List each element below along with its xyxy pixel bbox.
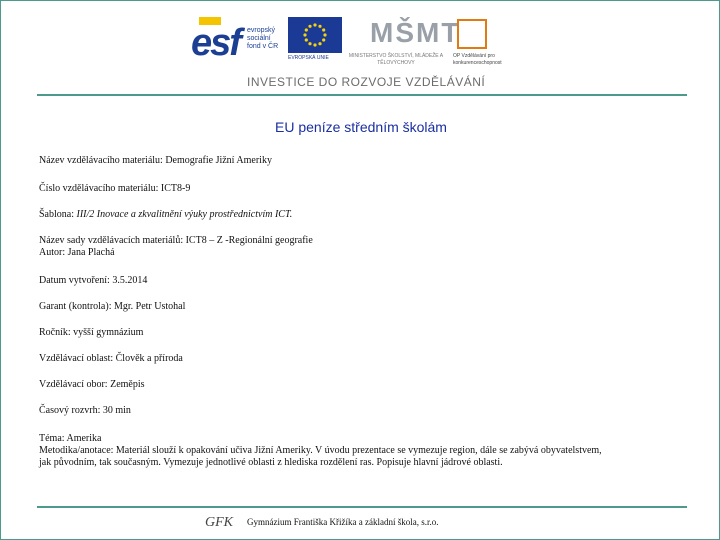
time-schedule: Časový rozvrh: 30 min [39,405,131,416]
guarantor: Garant (kontrola): Mgr. Petr Ustohal [39,301,186,312]
esf-mark: esf [191,22,240,64]
educational-area: Vzdělávací oblast: Člověk a příroda [39,353,183,364]
page-title: EU peníze středním školám [275,119,447,135]
school-logo: GFK [205,515,233,530]
op-logo [453,19,509,69]
esf-caption-line: evropský [247,27,276,34]
school-name: Gymnázium Františka Křižíka a základní škola, s.r.o. [247,517,439,527]
eu-logo [288,17,342,67]
topic: Téma: Amerika [39,433,102,444]
template-line [39,209,292,221]
esf-caption-line: fond v ČR [247,43,279,50]
eu-caption: EVROPSKÁ UNIE [288,55,329,61]
annotation-line: Metodika/anotace: Materiál slouží k opakování učiva Jižní Ameriky. V úvodu prezentace se vymezuje region, dále se zabývá obyvatelstvem, [39,445,602,456]
creation-date: Datum vytvoření: 3.5.2014 [39,275,148,286]
educational-field: Vzdělávací obor: Zeměpis [39,379,145,390]
msmt-caption: MINISTERSTVO ŠKOLSTVÍ, MLÁDEŽE A TĚLOVÝCHOVY [348,53,444,66]
op-logo-icon [457,19,487,49]
header-divider [37,94,687,96]
author: Autor: Jana Plachá [39,247,115,258]
footer-divider [37,506,687,508]
annotation-line: jak původním, tak současným. Vymezuje jednotlivé oblasti z hlediska rozdělení ras. Popisuje hlavní jádrové oblasti. [39,457,503,468]
header-logos [1,9,720,99]
investice-tagline: INVESTICE DO ROZVOJE VZDĚLÁVÁNÍ [247,75,486,89]
msmt-logo [346,17,461,72]
msmt-mark: MŠMT [370,17,461,48]
op-caption: OP Vzdělávání pro konkurenceschopnost [453,53,502,66]
grade: Ročník: vyšší gymnázium [39,327,144,338]
material-name: Název vzdělávacího materiálu: Demografie Jižní Ameriky [39,155,272,166]
set-name: Název sady vzdělávacích materiálů: ICT8 – Z -Regionální geografie [39,235,313,246]
material-number: Číslo vzdělávacího materiálu: ICT8-9 [39,183,191,194]
esf-caption [247,27,278,51]
template-label: Šablona: [39,209,77,220]
eu-stars-icon [288,17,342,53]
esf-caption-line: sociální [247,35,271,42]
esf-logo [191,17,291,67]
template-value: III/2 Inovace a zkvalitnění výuky prostřednictvím ICT. [76,209,293,220]
